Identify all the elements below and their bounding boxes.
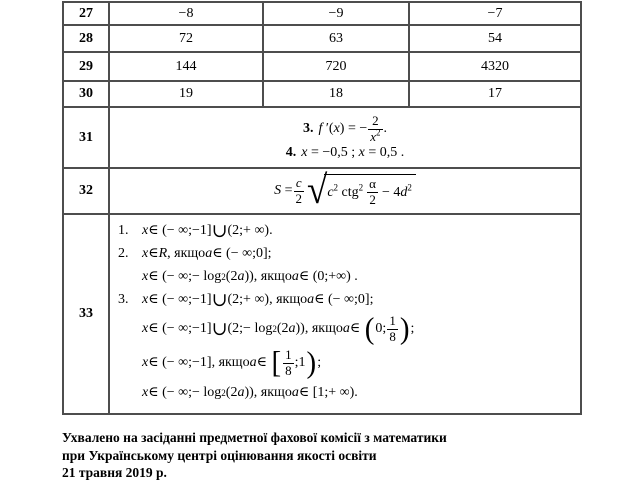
big-close-paren: )	[306, 346, 317, 380]
row-number: 33	[63, 214, 109, 414]
radical-sign: √	[307, 168, 328, 213]
big-open-bracket: [	[271, 346, 282, 380]
answer-cell: 4320	[409, 52, 581, 81]
row-number: 31	[63, 107, 109, 168]
formula-text: x ∈ (− ∞;−1] ∪ (2;− log 2 (2 a )), якщо a ∈	[142, 318, 364, 340]
row-number: 30	[63, 81, 109, 107]
formula-text: x = −0,5 ; x = 0,5 .	[301, 145, 405, 161]
square-root	[307, 168, 416, 213]
answer-cell: 63	[263, 25, 409, 52]
answer-cell: 17	[409, 81, 581, 107]
formula-text: S =	[274, 183, 293, 198]
fraction-denominator: 8	[389, 328, 396, 344]
item-label: 2.	[118, 246, 129, 261]
formula-text: x ∈ (− ∞;−1], якщо a ∈	[142, 355, 271, 371]
fraction-denominator: 2	[369, 192, 376, 207]
fraction-numerator: α	[369, 176, 376, 192]
answer-cell: 72	[109, 25, 263, 52]
fraction	[387, 314, 398, 344]
case-line	[118, 243, 578, 265]
radicand	[324, 174, 416, 207]
table-row	[63, 25, 581, 52]
item-label: 3.	[302, 121, 314, 136]
answer-cell-formula	[109, 168, 581, 214]
formula-text: ;	[410, 321, 415, 337]
answer-cell-cases	[109, 214, 581, 414]
item-label: 4.	[285, 145, 297, 161]
row31-content	[110, 114, 580, 161]
case-line	[118, 348, 578, 378]
formula-text: ;1	[294, 355, 306, 371]
fraction	[367, 177, 378, 207]
fraction-numerator: 1	[285, 347, 292, 363]
answer-cell: −8	[109, 2, 263, 25]
answer-key-table	[62, 1, 582, 415]
row-number: 32	[63, 168, 109, 214]
formula-text: $c^2$ ctg$^2$	[327, 181, 364, 200]
case-line	[118, 220, 578, 242]
formula-text: − $4d^2$	[381, 181, 412, 200]
answer-cell: 144	[109, 52, 263, 81]
table-row	[63, 81, 581, 107]
formula-text: ;	[317, 355, 322, 371]
answer-cell: −7	[409, 2, 581, 25]
formula-text: x ∈ (− ∞;− log 2 (2 a )), якщо a ∈ (0;+∞) .	[142, 269, 358, 284]
approval-date: 21 травня 2019 р.	[62, 465, 167, 480]
interval-content	[282, 348, 305, 378]
formula-text: x ∈ (− ∞;−1] ∪ (2;+ ∞).	[142, 220, 273, 242]
big-close-paren: )	[399, 312, 410, 346]
fraction-denominator: 8	[285, 362, 292, 378]
case-line	[118, 382, 578, 404]
answer-cell: 19	[109, 81, 263, 107]
fraction	[368, 114, 382, 144]
row-number: 27	[63, 2, 109, 25]
case-line	[118, 314, 578, 344]
big-open-paren: (	[364, 312, 375, 346]
fraction-numerator: c	[295, 174, 302, 190]
formula-text: 0;	[375, 321, 387, 337]
answer-cell: 720	[263, 52, 409, 81]
row-number: 29	[63, 52, 109, 81]
table-row	[63, 52, 581, 81]
formula-area	[110, 168, 580, 213]
fraction	[283, 348, 294, 378]
fraction-denominator: $x^2$	[370, 127, 381, 144]
formula-derivative	[303, 114, 387, 144]
answer-cell: 54	[409, 25, 581, 52]
item-label: 3.	[118, 292, 129, 307]
approval-line: при Українському центрі оцінювання якості освіти	[62, 447, 377, 463]
table-row	[63, 2, 581, 25]
answer-cell: 18	[263, 81, 409, 107]
fraction-numerator: 1	[389, 313, 396, 328]
formula-text: .	[383, 121, 388, 136]
formula-text: x ∈ R , якщо a ∈ (− ∞;0];	[142, 246, 272, 261]
fraction-numerator: 2	[372, 112, 379, 128]
formula-text: x ∈ (− ∞;− log 2 (2 a )), якщо a ∈ [1;+ ∞).	[142, 385, 358, 401]
item-label: 1.	[118, 223, 129, 238]
approval-note	[62, 429, 542, 482]
case-line	[118, 266, 578, 288]
table-row-33	[63, 214, 581, 414]
formula-text: x ∈ (− ∞;−1] ∪ (2;+ ∞), якщо a ∈ (− ∞;0];	[142, 289, 374, 311]
case-line	[118, 289, 578, 311]
fraction-denominator: 2	[295, 190, 303, 206]
interval-content	[375, 314, 398, 344]
table-row-31	[63, 107, 581, 168]
answer-cell: −9	[263, 2, 409, 25]
row-number: 28	[63, 25, 109, 52]
row33-content	[110, 215, 580, 404]
fraction	[294, 176, 305, 206]
formula-text: f ′(x) = −	[318, 121, 368, 136]
answer-cell-formulas	[109, 107, 581, 168]
formula-roots	[286, 145, 405, 161]
approval-line: Ухвалено на засіданні предметної фахової комісії з математики	[62, 430, 447, 445]
table-row-32	[63, 168, 581, 214]
